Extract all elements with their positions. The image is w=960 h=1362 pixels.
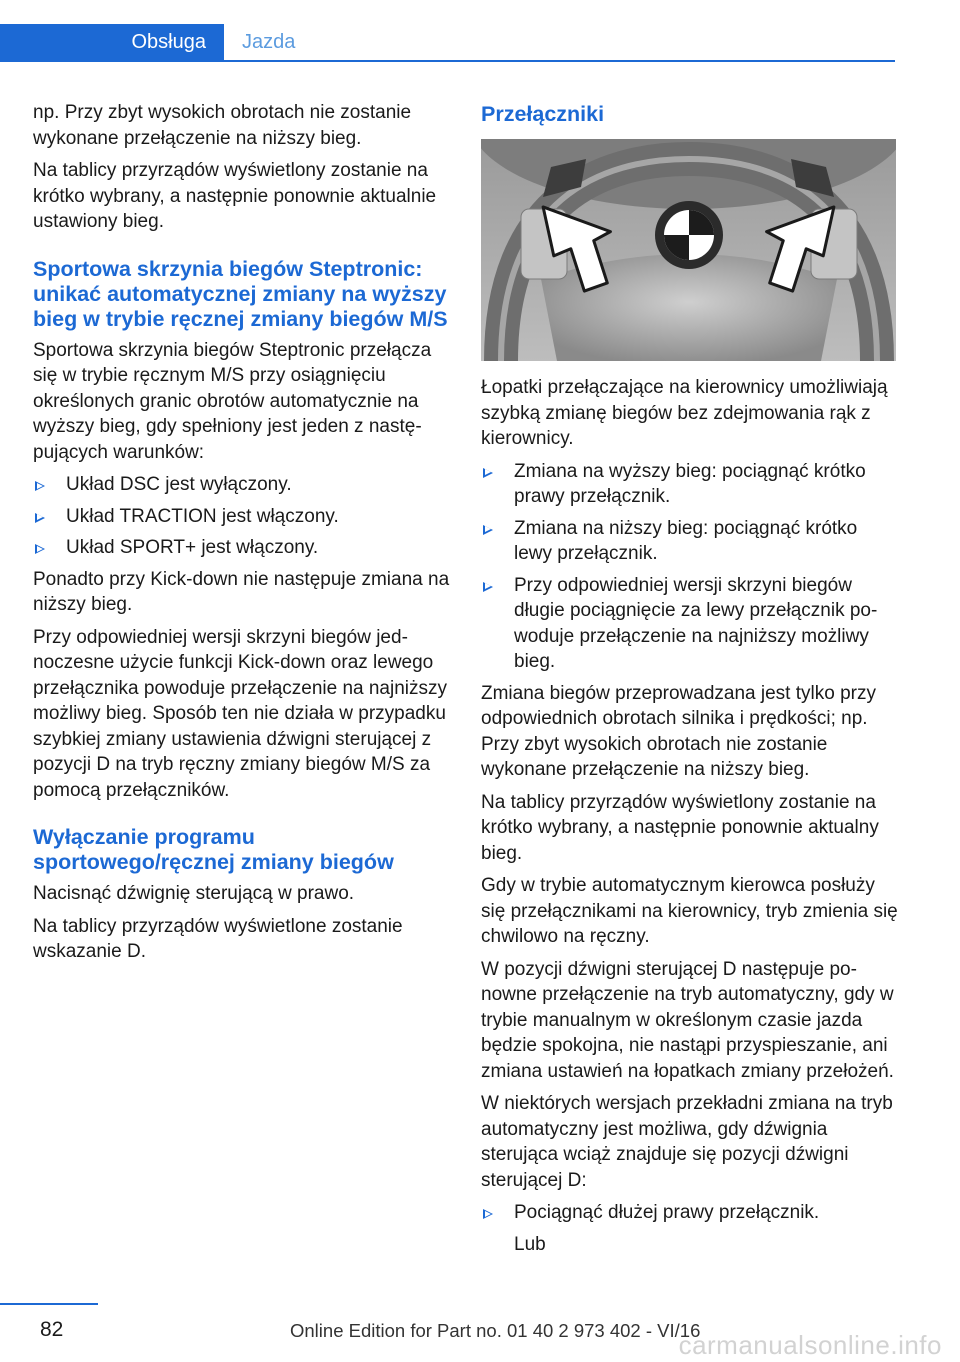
paragraph: Nacisnąć dźwignię sterującą w prawo. bbox=[33, 883, 355, 904]
section-heading-sport-off: Wyłączanie programu sportowego/ręcznej zmiany biegów bbox=[33, 825, 394, 874]
paragraph: Łopatki przełączające na kierownicy umożliwiają szybką zmianę biegów bez zdejmowania rąk z kierownicy. bbox=[481, 377, 888, 449]
paragraph: np. Przy zbyt wysokich obrotach nie zostanie wykonane przełączenie na niższy bieg. bbox=[33, 102, 412, 149]
header-divider bbox=[0, 60, 895, 62]
right-column bbox=[481, 100, 899, 1264]
triangle-bullet-icon bbox=[483, 525, 493, 535]
steering-wheel-paddles-image bbox=[481, 139, 896, 361]
auto-mode-list bbox=[481, 1200, 899, 1226]
list-item-text: Układ DSC jest wyłączony. bbox=[66, 474, 292, 495]
paragraph: Na tablicy przyrządów wyświetlony zostanie na krótko wybrany, a następnie ponownie aktualnie ustawiony bieg. bbox=[33, 160, 437, 232]
list-item-text: Układ SPORT+ jest włączony. bbox=[66, 537, 319, 558]
list-item bbox=[33, 535, 451, 561]
list-item bbox=[33, 472, 451, 498]
list-item-text: Układ TRACTION jest włączony. bbox=[66, 505, 339, 527]
triangle-bullet-icon bbox=[35, 544, 45, 554]
section-heading-steptronic: Sportowa skrzynia biegów Steptronic: unikać automatycznej zmiany na wyższy bieg w trybie ręcznej zmiany biegów M/S bbox=[33, 256, 448, 331]
tab-jazda[interactable]: Jazda bbox=[242, 31, 296, 53]
paragraph: Ponadto przy Kick-down nie następuje zmiana na niższy bieg. bbox=[33, 568, 450, 615]
shift-instructions-list bbox=[481, 459, 899, 675]
list-item bbox=[33, 504, 451, 530]
paragraph: Na tablicy przyrządów wyświetlone zostanie wskazanie D. bbox=[33, 915, 403, 962]
triangle-bullet-icon bbox=[483, 1209, 493, 1219]
triangle-bullet-icon bbox=[35, 513, 45, 523]
list-item-text: Zmiana na wyższy bieg: pociągnąć krótko prawy przełącznik. bbox=[514, 460, 866, 507]
tab-obsluga[interactable]: Obsługa bbox=[0, 24, 224, 60]
left-column bbox=[33, 100, 451, 972]
list-item-text: Przy odpowiedniej wersji skrzyni biegów długie pociągnięcie za lewy przełącznik powoduje przełączenie na najniższy możliwy bieg. bbox=[514, 574, 878, 672]
paragraph: Zmiana biegów przeprowadzana jest tylko przy odpowiednich obrotach silnika i prędkości; np. Przy zbyt wysokich obrotach nie zostanie wykonane przełączenie na niższy bieg. bbox=[481, 682, 876, 780]
conditions-list bbox=[33, 472, 451, 561]
footer-divider bbox=[0, 1303, 98, 1305]
list-item bbox=[481, 573, 899, 675]
list-item bbox=[481, 516, 899, 567]
paragraph: W niektórych wersjach przekładni zmiana na tryb automatyczny jest możliwa, gdy dźwignia sterująca wciąż znajduje się pozycji dźwigni sterującej D: bbox=[481, 1093, 893, 1191]
paragraph: Na tablicy przyrządów wyświetlony zostanie na krótko wybrany, a następnie ponownie aktualny bieg. bbox=[481, 791, 879, 864]
section-heading-paddles: Przełączniki bbox=[481, 102, 605, 126]
list-item bbox=[481, 1200, 899, 1226]
paragraph: W pozycji dźwigni sterującej D następuje ponowne przełączenie na tryb automatyczny, gdy w trybie manualnym w określonym czasie jazda będzie spokojna, nie nastąpi przyspieszanie, ani zmiana ustawień na łopatkach zmiany przełożeń. bbox=[481, 958, 894, 1082]
triangle-bullet-icon bbox=[483, 582, 493, 592]
triangle-bullet-icon bbox=[483, 468, 493, 478]
triangle-bullet-icon bbox=[35, 481, 45, 491]
page-number: 82 bbox=[40, 1318, 64, 1341]
paragraph: Sportowa skrzynia biegów Steptronic przełącza się w trybie ręcznym M/S przy osiągnięciu określonych granic obrotów automatycznie na wyższy bieg, gdy spełniony jest jeden z następujących warunków: bbox=[33, 339, 432, 463]
list-item bbox=[481, 459, 899, 510]
paragraph: Gdy w trybie automatycznym kierowca posłuży się przełącznikami na kierownicy, tryb zmienia się chwilowo na ręczny. bbox=[481, 875, 898, 947]
edition-info: Online Edition for Part no. 01 40 2 973 402 - VI/16 bbox=[290, 1320, 701, 1341]
page-header bbox=[0, 0, 895, 62]
paragraph-or: Lub bbox=[514, 1233, 546, 1255]
watermark: carmanualsonline.info bbox=[678, 1330, 942, 1360]
list-item-text: Pociągnąć dłużej prawy przełącznik. bbox=[514, 1202, 820, 1223]
list-item-text: Zmiana na niższy bieg: pociągnąć krótko lewy przełącznik. bbox=[514, 517, 858, 564]
paragraph: Przy odpowiedniej wersji skrzyni biegów jednoczesne użycie funkcji Kick-down oraz lewego przełącznika powoduje przełączenie na najniższy możliwy bieg. Sposób ten nie działa w przypadku szybkiej zmiany ustawienia dźwigni sterującej z pozycji D na tryb ręczny zmiany biegów M/S za pomocą przełączników. bbox=[33, 626, 448, 801]
